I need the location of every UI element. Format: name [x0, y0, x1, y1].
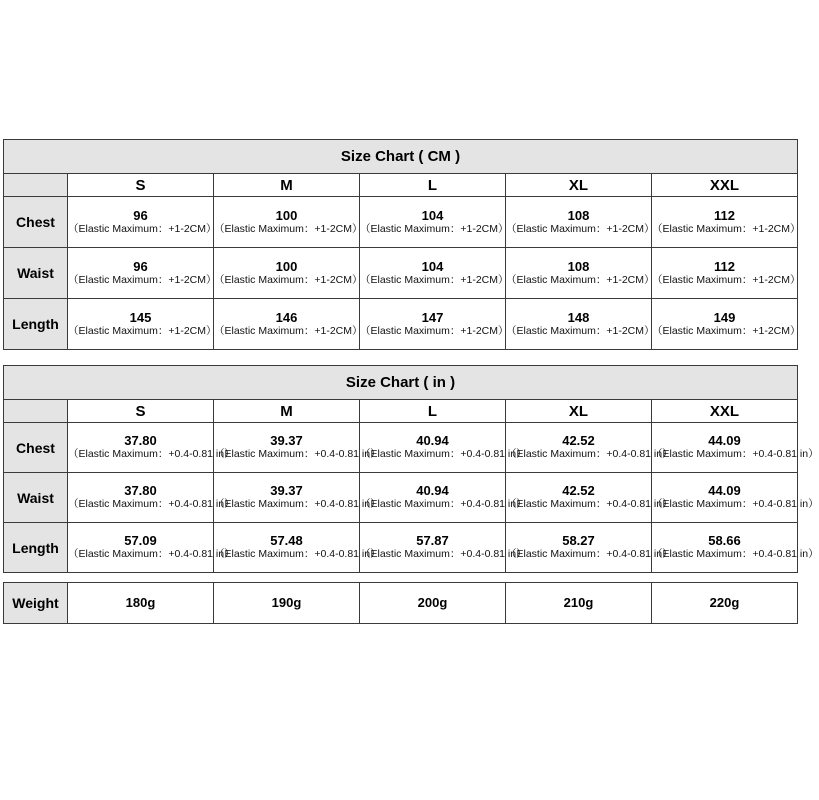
measure-value: 40.94 [416, 433, 449, 448]
measure-cell [652, 299, 801, 350]
elastic-note: （Elastic Maximum：+1-2CM） [506, 222, 655, 235]
measure-value: 42.52 [562, 433, 595, 448]
elastic-note: （Elastic Maximum：+1-2CM） [68, 222, 217, 235]
measure-value: 40.94 [416, 483, 449, 498]
measure-cell [506, 473, 673, 523]
measure-cell [214, 523, 381, 573]
measure-cell [214, 248, 363, 299]
size-header-l: L [360, 174, 506, 197]
size-chart-cm-title: Size Chart ( CM ) [4, 140, 798, 174]
size-header-m: M [214, 174, 360, 197]
size-header-s: S [68, 174, 214, 197]
measure-cell [652, 197, 801, 248]
elastic-note: （Elastic Maximum：+1-2CM） [68, 273, 217, 286]
elastic-note: （Elastic Maximum：+1-2CM） [214, 222, 363, 235]
elastic-note: （Elastic Maximum：+0.4-0.81 in） [506, 548, 673, 560]
measure-value: 57.48 [270, 533, 303, 548]
elastic-note: （Elastic Maximum：+0.4-0.81 in） [652, 548, 819, 560]
elastic-note: （Elastic Maximum：+1-2CM） [506, 273, 655, 286]
size-header-xxl: XXL [652, 400, 798, 423]
size-chart-in-title: Size Chart ( in ) [4, 366, 798, 400]
measure-value: 42.52 [562, 483, 595, 498]
measure-cell [214, 197, 363, 248]
measure-cell [506, 248, 655, 299]
measure-cell [652, 523, 819, 573]
row-label-waist: Waist [4, 473, 68, 523]
measure-value: 100 [275, 258, 298, 274]
measure-cell [214, 423, 381, 473]
weight-value: 190g [214, 583, 360, 624]
measure-cell [68, 197, 217, 248]
elastic-note: （Elastic Maximum：+1-2CM） [360, 273, 509, 286]
measure-value: 104 [421, 207, 444, 223]
measure-cell [506, 299, 655, 350]
measure-cell [360, 197, 509, 248]
size-header-xxl: XXL [652, 174, 798, 197]
elastic-note: （Elastic Maximum：+0.4-0.81 in） [68, 548, 235, 560]
measure-value: 145 [129, 309, 152, 325]
measure-value: 108 [567, 207, 590, 223]
measure-value: 39.37 [270, 483, 303, 498]
measure-cell [68, 299, 217, 350]
measure-value: 112 [714, 258, 735, 274]
table-row [4, 473, 798, 523]
elastic-note: （Elastic Maximum：+0.4-0.81 in） [652, 448, 819, 460]
row-label-weight: Weight [4, 583, 68, 624]
elastic-note: （Elastic Maximum：+0.4-0.81 in） [360, 498, 527, 510]
size-header-s: S [68, 400, 214, 423]
row-label-length: Length [4, 299, 68, 350]
row-label-chest: Chest [4, 423, 68, 473]
measure-value: 44.09 [708, 483, 741, 498]
measure-value: 57.09 [124, 533, 157, 548]
measure-cell [68, 473, 235, 523]
size-header-l: L [360, 400, 506, 423]
table-row [4, 583, 798, 624]
measure-cell [360, 523, 527, 573]
elastic-note: （Elastic Maximum：+0.4-0.81 in） [68, 498, 235, 510]
table-row [4, 299, 798, 350]
elastic-note: （Elastic Maximum：+0.4-0.81 in） [506, 498, 673, 510]
measure-cell [68, 523, 235, 573]
table-row [4, 523, 798, 573]
measure-cell [360, 248, 509, 299]
table-row [4, 197, 798, 248]
elastic-note: （Elastic Maximum：+0.4-0.81 in） [360, 548, 527, 560]
measure-value: 100 [275, 207, 298, 223]
measure-cell [652, 423, 819, 473]
elastic-note: （Elastic Maximum：+0.4-0.81 in） [214, 498, 381, 510]
elastic-note: （Elastic Maximum：+1-2CM） [360, 222, 509, 235]
measure-cell [652, 473, 819, 523]
measure-value: 112 [714, 207, 735, 223]
measure-value: 148 [567, 309, 590, 325]
measure-cell [68, 423, 235, 473]
measure-value: 57.87 [416, 533, 449, 548]
weight-value: 220g [652, 583, 798, 624]
weight-table [3, 582, 798, 624]
elastic-note: （Elastic Maximum：+1-2CM） [506, 324, 655, 337]
measure-cell [360, 473, 527, 523]
measure-cell [214, 299, 363, 350]
measure-value: 96 [133, 258, 148, 274]
size-chart-in-table [3, 365, 819, 573]
measure-value: 108 [567, 258, 590, 274]
elastic-note: （Elastic Maximum：+1-2CM） [68, 324, 217, 337]
measure-value: 149 [713, 309, 736, 325]
measure-value: 37.80 [124, 433, 157, 448]
measure-value: 58.27 [562, 533, 595, 548]
measure-value: 104 [421, 258, 444, 274]
header-corner [4, 174, 68, 197]
weight-value: 180g [68, 583, 214, 624]
row-label-waist: Waist [4, 248, 68, 299]
measure-value: 37.80 [124, 483, 157, 498]
row-label-length: Length [4, 523, 68, 573]
elastic-note: （Elastic Maximum：+1-2CM） [652, 273, 801, 286]
size-header-xl: XL [506, 174, 652, 197]
size-header-m: M [214, 400, 360, 423]
elastic-note: （Elastic Maximum：+0.4-0.81 in） [214, 548, 381, 560]
elastic-note: （Elastic Maximum：+1-2CM） [360, 324, 509, 337]
elastic-note: （Elastic Maximum：+1-2CM） [214, 273, 363, 286]
measure-cell [506, 523, 673, 573]
header-corner [4, 400, 68, 423]
table-row [4, 248, 798, 299]
measure-cell [506, 197, 655, 248]
measure-cell [68, 248, 217, 299]
measure-cell [652, 248, 801, 299]
elastic-note: （Elastic Maximum：+1-2CM） [652, 324, 801, 337]
measure-value: 44.09 [708, 433, 741, 448]
measure-cell [214, 473, 381, 523]
size-chart-cm-table [3, 139, 801, 350]
weight-value: 210g [506, 583, 652, 624]
measure-cell [360, 423, 527, 473]
measure-value: 58.66 [708, 533, 741, 548]
table-row [4, 423, 798, 473]
measure-value: 147 [421, 309, 444, 325]
measure-value: 96 [133, 207, 148, 223]
elastic-note: （Elastic Maximum：+1-2CM） [652, 222, 801, 235]
elastic-note: （Elastic Maximum：+1-2CM） [214, 324, 363, 337]
size-header-xl: XL [506, 400, 652, 423]
elastic-note: （Elastic Maximum：+0.4-0.81 in） [68, 448, 235, 460]
measure-cell [506, 423, 673, 473]
measure-cell [360, 299, 509, 350]
measure-value: 39.37 [270, 433, 303, 448]
measure-value: 146 [275, 309, 298, 325]
row-label-chest: Chest [4, 197, 68, 248]
elastic-note: （Elastic Maximum：+0.4-0.81 in） [652, 498, 819, 510]
weight-value: 200g [360, 583, 506, 624]
elastic-note: （Elastic Maximum：+0.4-0.81 in） [506, 448, 673, 460]
elastic-note: （Elastic Maximum：+0.4-0.81 in） [360, 448, 527, 460]
elastic-note: （Elastic Maximum：+0.4-0.81 in） [214, 448, 381, 460]
